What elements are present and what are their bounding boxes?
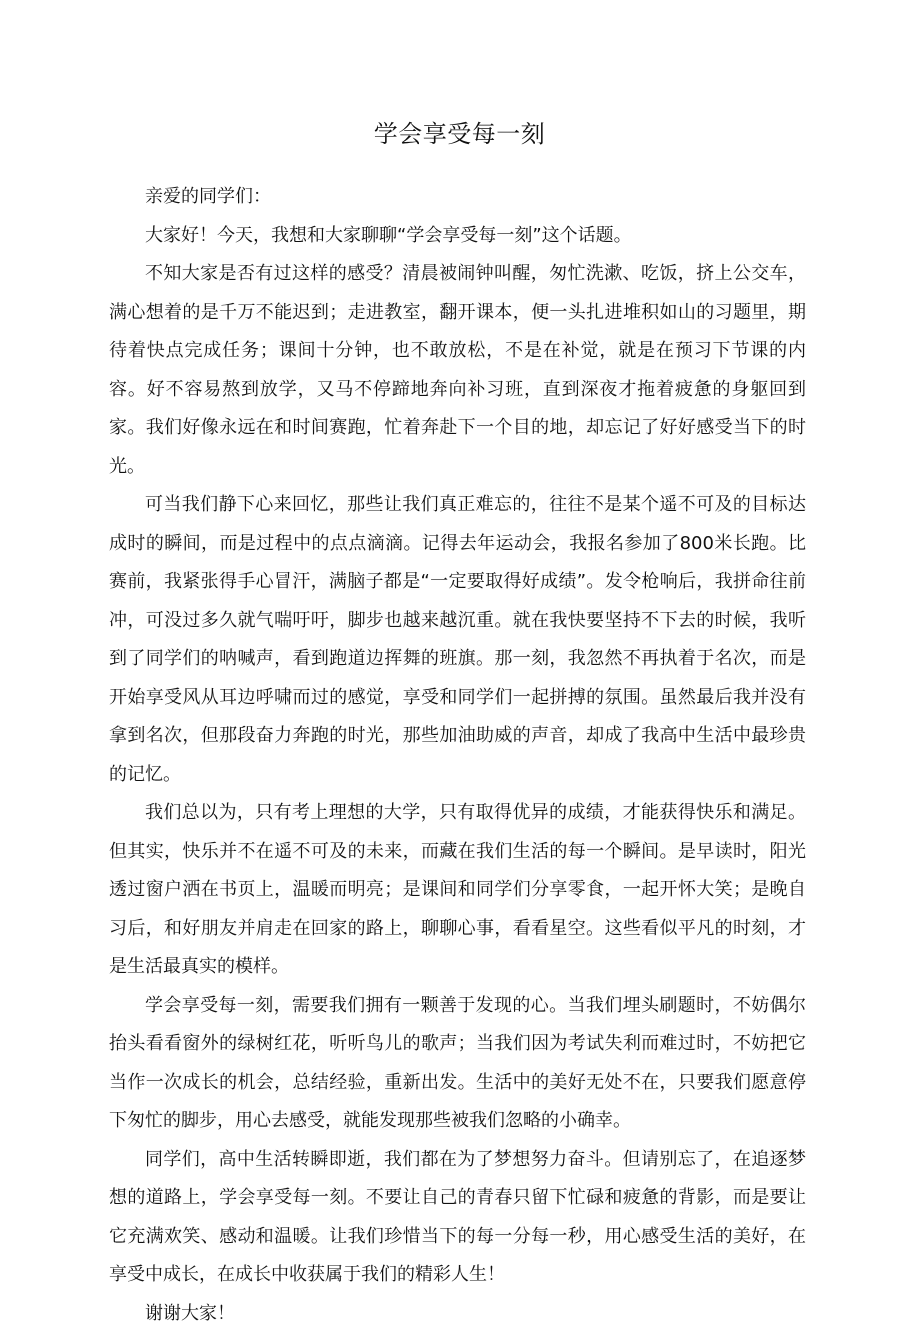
salutation: 亲爱的同学们：	[109, 178, 806, 217]
body-paragraph: 同学们，高中生活转瞬即逝，我们都在为了梦想努力奋斗。但请别忘了，在追逐梦想的道路上，学会享受每一刻。不要让自己的青春只留下忙碌和疲惫的背影，而是要让它充满欢笑、感动和温暖。让我们珍惜当下的每一分每一秒，用心感受生活的美好，在享受中成长，在成长中收获属于我们的精彩人生！	[109, 1141, 806, 1295]
closing: 谢谢大家！	[109, 1295, 806, 1333]
body-paragraph: 学会享受每一刻，需要我们拥有一颗善于发现的心。当我们埋头刷题时，不妨偶尔抬头看看窗外的绿树红花，听听鸟儿的歌声；当我们因为考试失利而难过时，不妨把它当作一次成长的机会，总结经验，重新出发。生活中的美好无处不在，只要我们愿意停下匆忙的脚步，用心去感受，就能发现那些被我们忽略的小确幸。	[109, 987, 806, 1141]
greeting-paragraph: 大家好！今天，我想和大家聊聊“学会享受每一刻”这个话题。	[109, 217, 806, 256]
document-page	[109, 112, 806, 1333]
body-paragraph: 可当我们静下心来回忆，那些让我们真正难忘的，往往不是某个遥不可及的目标达成时的瞬间，而是过程中的点点滴滴。记得去年运动会，我报名参加了800米长跑。比赛前，我紧张得手心冒汗，满脑子都是“一定要取得好成绩”。发令枪响后，我拼命往前冲，可没过多久就气喘吁吁，脚步也越来越沉重。就在我快要坚持不下去的时候，我听到了同学们的呐喊声，看到跑道边挥舞的班旗。那一刻，我忽然不再执着于名次，而是开始享受风从耳边呼啸而过的感觉，享受和同学们一起拼搏的氛围。虽然最后我并没有拿到名次，但那段奋力奔跑的时光，那些加油助威的声音，却成了我高中生活中最珍贵的记忆。	[109, 486, 806, 794]
document-title: 学会享受每一刻	[109, 112, 806, 156]
body-paragraph: 我们总以为，只有考上理想的大学，只有取得优异的成绩，才能获得快乐和满足。但其实，快乐并不在遥不可及的未来，而藏在我们生活的每一个瞬间。是早读时，阳光透过窗户洒在书页上，温暖而明亮；是课间和同学们分享零食，一起开怀大笑；是晚自习后，和好朋友并肩走在回家的路上，聊聊心事，看看星空。这些看似平凡的时刻，才是生活最真实的模样。	[109, 794, 806, 987]
body-paragraph: 不知大家是否有过这样的感受？清晨被闹钟叫醒，匆忙洗漱、吃饭，挤上公交车，满心想着的是千万不能迟到；走进教室，翻开课本，便一头扎进堆积如山的习题里，期待着快点完成任务；课间十分钟，也不敢放松，不是在补觉，就是在预习下节课的内容。好不容易熬到放学，又马不停蹄地奔向补习班，直到深夜才拖着疲惫的身躯回到家。我们好像永远在和时间赛跑，忙着奔赴下一个目的地，却忘记了好好感受当下的时光。	[109, 255, 806, 486]
